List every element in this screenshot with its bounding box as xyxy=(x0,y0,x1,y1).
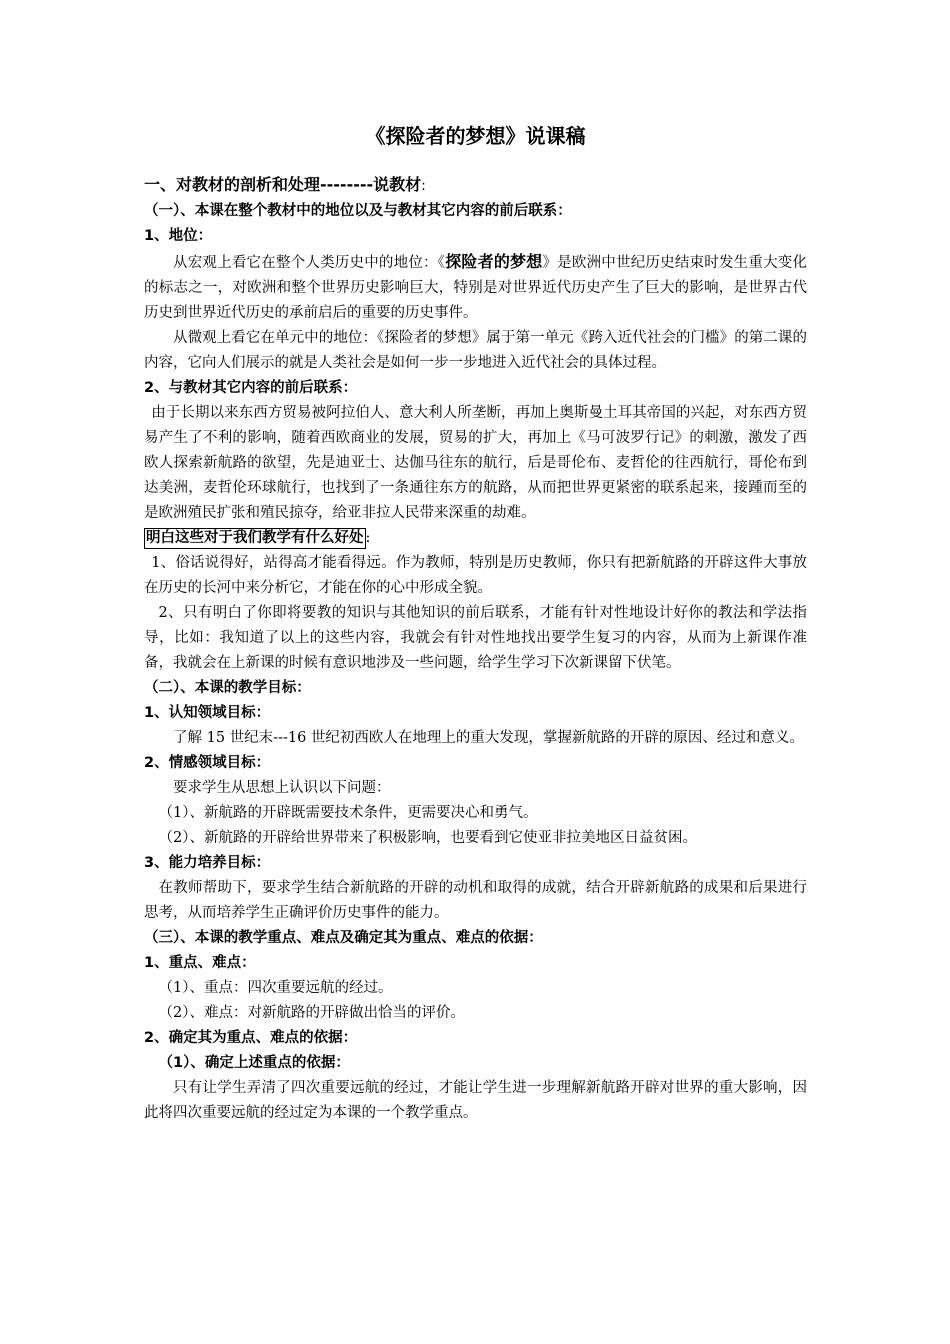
relation-paragraph: 由于长期以来东西方贸易被阿拉伯人、意大利人所垄断，再加上奥斯曼土耳其帝国的兴起，对东西方贸易产生了不利的影响，随着西欧商业的发展，贸易的扩大，再加上《马可波罗行记》的刺激，激发了西欧人探索新航路的欲望，先是迪亚士、达伽马往东的航行，后是哥伦布、麦哲伦的往西航行，哥伦布到达美洲，麦哲伦环球航行，也找到了一条通往东方的航路，从而把世界更紧密的联系起来，接踵而至的是欧洲殖民扩张和殖民掠夺，给亚非拉人民带来深重的劫难。 xyxy=(144,405,807,521)
section-1-heading-colon: : xyxy=(421,178,426,194)
micro-paragraph: 从微观上看它在单元中的地位：《探险者的梦想》属于第一单元《跨入近代社会的门槛》的第二课的内容，它向人们展示的就是人类社会是如何一步一步地进入近代社会的具体过程。 xyxy=(144,330,807,371)
benefit-1-paragraph: 1、俗话说得好，站得高才能看得远。作为教师，特别是历史教师，你只有把新航路的开辟这件大事放在历史的长河中来分析它，才能在你的心中形成全貌。 xyxy=(144,555,807,596)
difficulty-item: （2）、难点：对新航路的开辟做出恰当的评价。 xyxy=(158,1005,465,1021)
ability-heading: 3、能力培养目标： xyxy=(144,855,271,871)
benefit-2-paragraph: 2、只有明白了你即将要教的知识与其他知识的前后联系，才能有针对性地设计好你的教法和学法指导，比如：我知道了以上的这些内容，我就会有针对性地找出要学生复习的内容，从而为上新课作准备，我就会在上新课的时候有意识地涉及一些问题，给学生学习下次新课留下伏笔。 xyxy=(144,605,807,671)
basis-1-heading: （1）、确定上述重点的依据： xyxy=(158,1055,350,1071)
benefit-heading-line xyxy=(144,526,807,551)
macro-paragraph xyxy=(144,249,807,326)
section-1-heading xyxy=(144,172,807,199)
emotion-paragraph: 要求学生从思想上认识以下问题： xyxy=(173,780,391,796)
emotion-heading: 2、情感领域目标： xyxy=(144,755,271,771)
benefit-heading-box: 明白这些对于我们教学有什么好处 xyxy=(144,528,366,549)
position-heading: 1、地位： xyxy=(144,228,213,244)
cognitive-paragraph: 了解 15 世纪末---16 世纪初西欧人在地理上的重大发现，掌握新航路的开辟的原因、经过和意义。 xyxy=(173,730,804,746)
key-difficulty-heading: 1、重点、难点： xyxy=(144,955,256,971)
relation-heading: 2、与教材其它内容的前后联系： xyxy=(144,380,358,396)
subsection-1-heading: （一）、本课在整个教材中的地位以及与教材其它内容的前后联系： xyxy=(144,203,572,219)
macro-text-a: 从宏观上看它在整个人类历史中的地位：《 xyxy=(173,255,446,271)
subsection-3-heading: （三）、本课的教学重点、难点及确定其为重点、难点的依据： xyxy=(144,930,543,946)
ability-paragraph: 在教师帮助下，要求学生结合新航路的开辟的动机和取得的成就，结合开辟新航路的成果和后果进行思考，从而培养学生正确评价历史事件的能力。 xyxy=(144,880,807,921)
subsection-2-heading: （二）、本课的教学目标： xyxy=(144,680,311,696)
key-point-item: （1）、重点：四次重要远航的经过。 xyxy=(158,980,393,996)
cognitive-heading: 1、认知领域目标： xyxy=(144,705,271,721)
basis-heading: 2、确定其为重点、难点的依据： xyxy=(144,1030,358,1046)
basis-1-paragraph: 只有让学生弄清了四次重要远航的经过，才能让学生进一步理解新航路开辟对世界的重大影响，因此将四次重要远航的经过定为本课的一个教学重点。 xyxy=(144,1080,807,1121)
emotion-item-2: （2）、新航路的开辟给世界带来了积极影响，也要看到它使亚非拉美地区日益贫困。 xyxy=(158,830,697,846)
benefit-heading-colon: : xyxy=(365,530,371,546)
macro-text-c: 》是欧洲中世纪历史结束时发生重大变化的标志之一，对欧洲和整个世界历史影响巨大，特别是对世界近代历史产生了巨大的影响，是世界古代历史到世界近代历史的承前启后的重要的历史事件。 xyxy=(144,255,807,321)
section-1-heading-text: 一、对教材的剖析和处理--------说教材 xyxy=(144,175,422,194)
macro-text-title: 探险者的梦想 xyxy=(445,252,543,271)
emotion-item-1: （1）、新航路的开辟既需要技术条件，更需要决心和勇气。 xyxy=(158,805,538,821)
document-title: 《探险者的梦想》说课稿 xyxy=(365,124,586,148)
